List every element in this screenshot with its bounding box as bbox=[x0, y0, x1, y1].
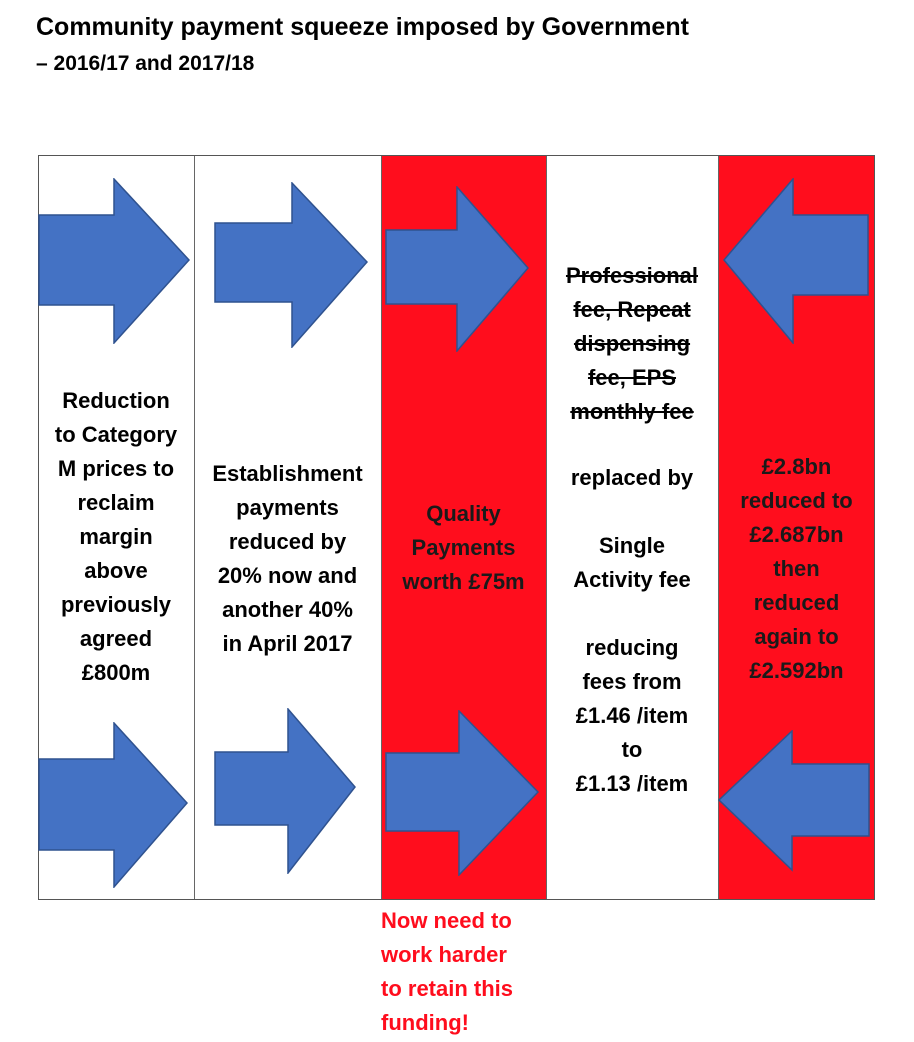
right-arrow-icon bbox=[214, 708, 356, 874]
column-category-m-text: Reduction to Category M prices to reclaim margin above previously agreed £800m bbox=[54, 388, 178, 685]
column-funding-reduction-text: £2.8bn reduced to £2.687bn then reduced again to £2.592bn bbox=[740, 454, 853, 683]
page-subtitle: – 2016/17 and 2017/18 bbox=[36, 52, 255, 75]
right-arrow-icon bbox=[38, 722, 188, 888]
left-arrow-icon bbox=[723, 178, 869, 344]
right-arrow-icon bbox=[38, 178, 190, 344]
right-arrow-icon bbox=[214, 182, 368, 348]
column-single-activity-fee-text: replaced by Single Activity fee reducing fees from £1.46 /item to £1.13 /item bbox=[570, 465, 694, 796]
right-arrow-icon bbox=[385, 710, 539, 876]
left-arrow-icon bbox=[718, 730, 870, 896]
column-quality-payments-text: Quality Payments worth £75m bbox=[402, 501, 525, 594]
funding-warning-note: Now need to work harder to retain this funding! bbox=[381, 908, 514, 1035]
column-struck-fees-text: Professional fee, Repeat dispensing fee, EPS monthly fee bbox=[565, 263, 699, 424]
page-title: Community payment squeeze imposed by Government bbox=[36, 13, 689, 41]
column-establishment-text: Establishment payments reduced by 20% now and another 40% in April 2017 bbox=[212, 461, 363, 656]
right-arrow-icon bbox=[385, 186, 529, 352]
